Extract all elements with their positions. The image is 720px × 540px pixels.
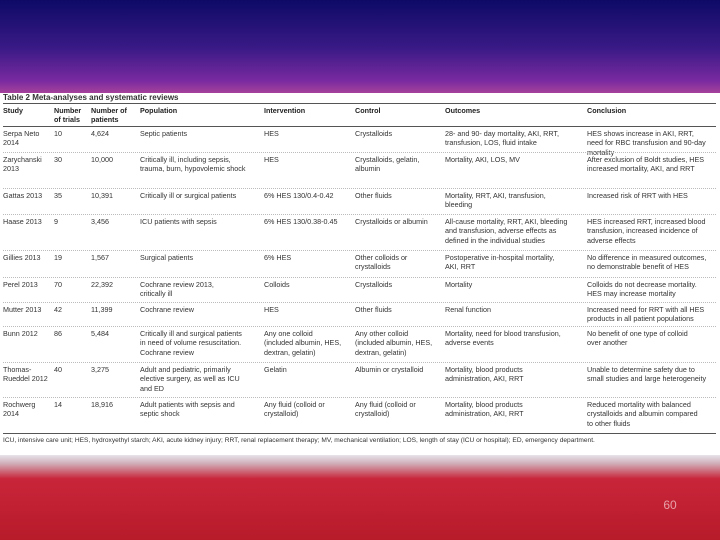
cell-intervention: 6% HES 130/0.4-0.42	[264, 191, 334, 200]
cell-conclusion: Increased risk of RRT with HES	[587, 191, 688, 200]
cell-population: Septic patients	[140, 129, 188, 138]
header-intervention: Intervention	[264, 106, 306, 115]
cell-study: Gattas 2013	[3, 191, 43, 200]
table-bottom-rule	[3, 433, 716, 434]
cell-population: Adult patients with sepsis and septic shock	[140, 400, 235, 419]
cell-trials: 9	[54, 217, 58, 226]
cell-trials: 42	[54, 305, 62, 314]
row-separator	[3, 302, 716, 303]
cell-intervention: 6% HES 130/0.38-0.45	[264, 217, 338, 226]
cell-patients: 10,391	[91, 191, 113, 200]
header-outcomes: Outcomes	[445, 106, 481, 115]
cell-outcomes: Mortality, RRT, AKI, transfusion, bleeding	[445, 191, 546, 210]
cell-conclusion: No difference in measured outcomes, no demonstrable benefit of HES	[587, 253, 707, 272]
cell-control: Other colloids or crystalloids	[355, 253, 408, 272]
cell-trials: 19	[54, 253, 62, 262]
cell-control: Other fluids	[355, 191, 392, 200]
cell-conclusion: HES shows increase in AKI, RRT, need for RBC transfusion and 90-day mortality	[587, 129, 706, 157]
cell-population: Surgical patients	[140, 253, 194, 262]
cell-trials: 40	[54, 365, 62, 374]
cell-population: Cochrane review 2013, critically ill	[140, 280, 214, 299]
table-figure	[0, 93, 720, 455]
cell-control: Crystalloids or albumin	[355, 217, 428, 226]
header-conclusion: Conclusion	[587, 106, 627, 115]
cell-patients: 22,392	[91, 280, 113, 289]
row-separator	[3, 152, 716, 153]
cell-conclusion: Colloids do not decrease mortality. HES may increase mortality	[587, 280, 697, 299]
header-trials: Number of trials	[54, 106, 82, 125]
cell-intervention: HES	[264, 305, 279, 314]
cell-conclusion: HES increased RRT, increased blood transfusion, increased incidence of adverse effects	[587, 217, 706, 245]
cell-population: Critically ill and surgical patients in need of volume resuscitation. Cochrane review	[140, 329, 242, 357]
cell-trials: 10	[54, 129, 62, 138]
cell-outcomes: Mortality	[445, 280, 473, 289]
cell-intervention: Any fluid (colloid or crystalloid)	[264, 400, 325, 419]
cell-outcomes: Mortality, blood products administration, AKI, RRT	[445, 365, 524, 384]
cell-conclusion: Reduced mortality with balanced crystalloids and albumin compared to other fluids	[587, 400, 698, 428]
table-header-rule	[3, 126, 716, 127]
slide-bottom-band	[0, 455, 720, 540]
cell-population: Critically ill or surgical patients	[140, 191, 237, 200]
cell-outcomes: Mortality, blood products administration, AKI, RRT	[445, 400, 524, 419]
cell-study: Thomas- Rueddel 2012	[3, 365, 48, 384]
cell-trials: 30	[54, 155, 62, 164]
cell-study: Zarychanski 2013	[3, 155, 42, 174]
cell-outcomes: 28- and 90- day mortality, AKI, RRT, transfusion, LOS, fluid intake	[445, 129, 559, 148]
cell-patients: 18,916	[91, 400, 113, 409]
row-separator	[3, 362, 716, 363]
cell-patients: 11,399	[91, 305, 113, 314]
header-study: Study	[3, 106, 23, 115]
cell-patients: 10,000	[91, 155, 113, 164]
cell-study: Mutter 2013	[3, 305, 42, 314]
cell-trials: 35	[54, 191, 62, 200]
cell-control: Other fluids	[355, 305, 392, 314]
cell-intervention: 6% HES	[264, 253, 292, 262]
row-separator	[3, 326, 716, 327]
row-separator	[3, 214, 716, 215]
header-patients: Number of patients	[91, 106, 127, 125]
cell-trials: 70	[54, 280, 62, 289]
cell-control: Crystalloids, gelatin, albumin	[355, 155, 420, 174]
cell-trials: 14	[54, 400, 62, 409]
table-caption: Table 2 Meta-analyses and systematic reviews	[3, 93, 179, 102]
cell-study: Haase 2013	[3, 217, 42, 226]
cell-population: Adult and pediatric, primarily elective surgery, as well as ICU and ED	[140, 365, 240, 393]
row-separator	[3, 397, 716, 398]
cell-study: Rochwerg 2014	[3, 400, 36, 419]
cell-conclusion: After exclusion of Boldt studies, HES increased mortality, AKI, and RRT	[587, 155, 705, 174]
row-separator	[3, 250, 716, 251]
cell-study: Serpa Neto 2014	[3, 129, 40, 148]
cell-population: Cochrane review	[140, 305, 194, 314]
cell-control: Crystalloids	[355, 280, 393, 289]
cell-trials: 86	[54, 329, 62, 338]
cell-outcomes: All-cause mortality, RRT, AKI, bleeding and transfusion, adverse effects as defined in the individual studies	[445, 217, 568, 245]
cell-study: Gillies 2013	[3, 253, 41, 262]
cell-control: Albumin or crystalloid	[355, 365, 424, 374]
cell-outcomes: Mortality, need for blood transfusion, adverse events	[445, 329, 561, 348]
cell-population: ICU patients with sepsis	[140, 217, 217, 226]
cell-population: Critically ill, including sepsis, trauma, burn, hypovolemic shock	[140, 155, 246, 174]
cell-patients: 1,567	[91, 253, 109, 262]
cell-patients: 3,456	[91, 217, 109, 226]
row-separator	[3, 277, 716, 278]
header-control: Control	[355, 106, 381, 115]
cell-patients: 5,484	[91, 329, 109, 338]
cell-study: Bunn 2012	[3, 329, 38, 338]
table-top-rule	[3, 103, 716, 104]
cell-control: Crystalloids	[355, 129, 393, 138]
cell-control: Any other colloid (included albumin, HES, dextran, gelatin)	[355, 329, 433, 357]
cell-intervention: HES	[264, 129, 279, 138]
header-population: Population	[140, 106, 178, 115]
cell-study: Perel 2013	[3, 280, 38, 289]
cell-outcomes: Postoperative in-hospital mortality, AKI, RRT	[445, 253, 555, 272]
cell-conclusion: No benefit of one type of colloid over another	[587, 329, 688, 348]
table-footnote: ICU, intensive care unit; HES, hydroxyethyl starch; AKI, acute kidney injury; RRT, renal replacement therapy; MV, mechanical ventilation; LOS, length of stay (ICU or hospital); ED, emergency department.	[3, 437, 595, 444]
cell-intervention: HES	[264, 155, 279, 164]
cell-intervention: Gelatin	[264, 365, 287, 374]
cell-patients: 3,275	[91, 365, 109, 374]
cell-outcomes: Mortality, AKI, LOS, MV	[445, 155, 520, 164]
cell-control: Any fluid (colloid or crystalloid)	[355, 400, 416, 419]
cell-patients: 4,624	[91, 129, 109, 138]
cell-conclusion: Unable to determine safety due to small studies and large heterogeneity	[587, 365, 707, 384]
cell-outcomes: Renal function	[445, 305, 491, 314]
cell-conclusion: Increased need for RRT with all HES products in all patient populations	[587, 305, 705, 324]
row-separator	[3, 188, 716, 189]
cell-intervention: Colloids	[264, 280, 290, 289]
cell-intervention: Any one colloid (included albumin, HES, dextran, gelatin)	[264, 329, 342, 357]
page-number: 60	[663, 498, 677, 512]
